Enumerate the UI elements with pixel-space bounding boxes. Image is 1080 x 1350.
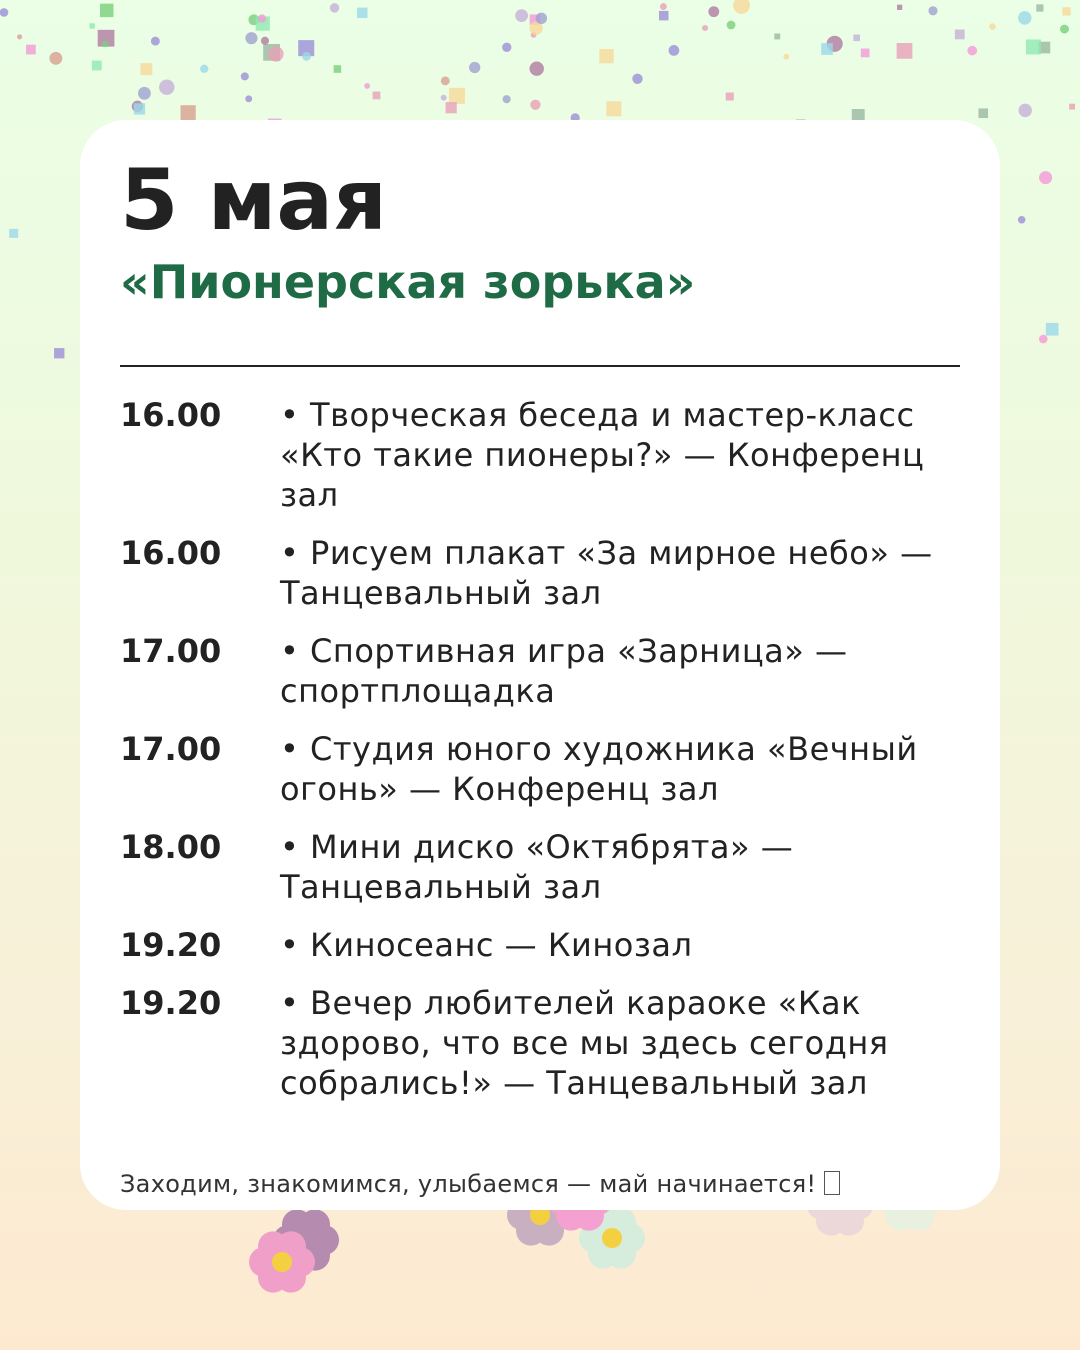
event-time: 19.20 [120, 984, 222, 1022]
schedule-list [120, 395, 970, 1121]
schedule-row [120, 925, 970, 965]
schedule-row [120, 983, 970, 1103]
footer-label: Заходим, знакомимся, улыбаемся — май начинается! [120, 1170, 817, 1198]
event-time: 17.00 [120, 632, 222, 670]
schedule-row [120, 533, 970, 613]
schedule-row [120, 395, 970, 515]
event-description: • Вечер любителей караоке «Как здорово, что все мы здесь сегодня собрались!» — Танцевальный зал [280, 984, 889, 1102]
event-subtitle: «Пионерская зорька» [120, 255, 696, 309]
event-time: 16.00 [120, 396, 222, 434]
divider [120, 365, 960, 367]
event-description: • Мини диско «Октябрята» — Танцевальный зал [280, 828, 794, 906]
event-description: • Рисуем плакат «За мирное небо» — Танцевальный зал [280, 534, 933, 612]
event-time: 19.20 [120, 926, 222, 964]
event-description: • Киносеанс — Кинозал [280, 926, 693, 964]
event-time: 17.00 [120, 730, 222, 768]
schedule-row [120, 827, 970, 907]
schedule-card [80, 120, 1000, 1210]
event-description: • Спортивная игра «Зарница» — спортплощадка [280, 632, 848, 710]
page-title: 5 мая [120, 151, 387, 249]
schedule-row [120, 729, 970, 809]
event-description: • Студия юного художника «Вечный огонь» — Конференц зал [280, 730, 918, 808]
sparkle-emoji-icon [824, 1171, 840, 1195]
schedule-row [120, 631, 970, 711]
footer-text [120, 1170, 840, 1198]
event-time: 18.00 [120, 828, 222, 866]
event-description: • Творческая беседа и мастер-класс «Кто такие пионеры?» — Конференц зал [280, 396, 925, 514]
event-time: 16.00 [120, 534, 222, 572]
